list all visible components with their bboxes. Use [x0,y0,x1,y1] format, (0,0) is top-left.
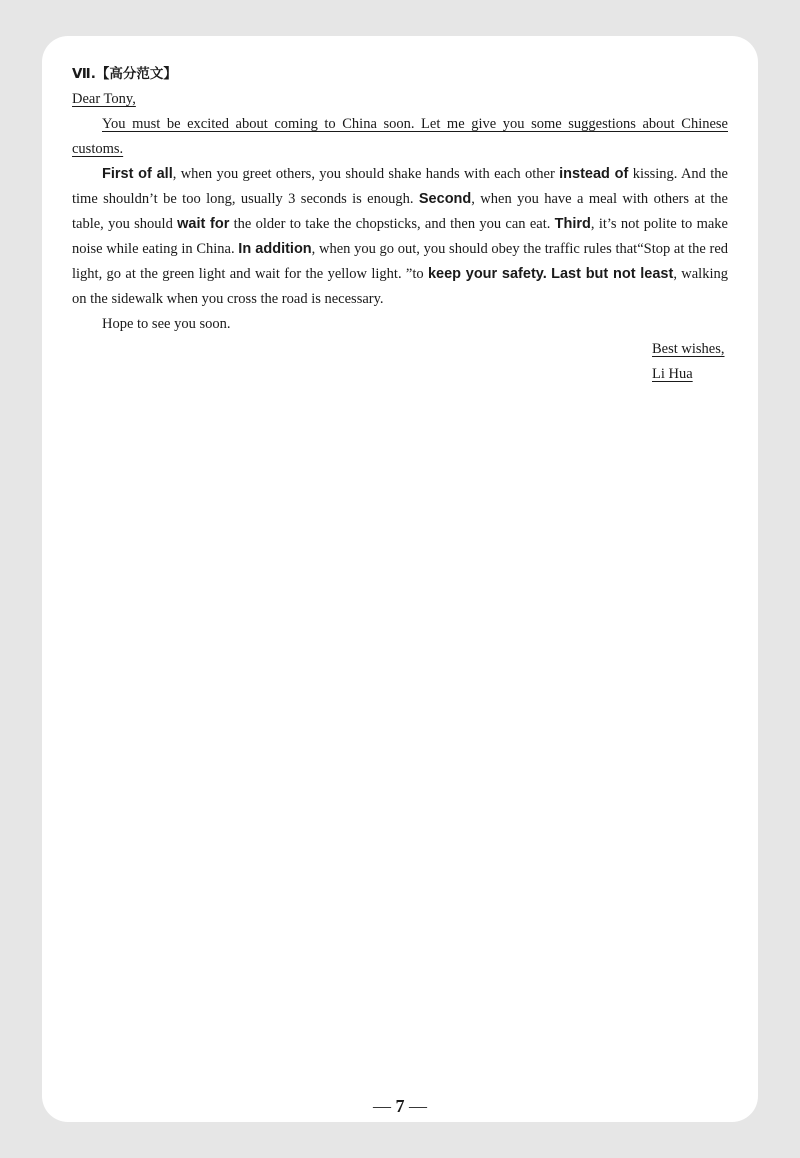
body-text: kissing. And the time shouldn’t be too long, usually 3 seconds is enough. [72,166,728,207]
highlight-first-of-all: First of all [102,166,173,182]
highlight-third: Third [554,216,591,232]
highlight-instead-of: instead of [559,166,629,182]
body-text: , walking on the sidewalk when you cross the road is necessary. [72,266,728,307]
closing-line: Hope to see you soon. [102,316,231,332]
body-text: , when you greet others, you should shake hands with each other [172,166,560,182]
highlight-last-but-not-least: Last but not least [551,266,674,282]
page [42,36,758,1122]
body-paragraph [72,162,728,312]
intro-paragraph: You must be excited about coming to China soon. Let me give you some suggestions about Chinese customs. [72,116,728,157]
highlight-keep-your-safety: keep your safety. [427,266,547,282]
body-text: , it’s not polite to make noise while eating in China. [72,216,728,257]
footer-dash-left: — [373,1096,391,1116]
letter-content [72,62,728,387]
page-footer [42,1096,758,1117]
body-text: the older to take the chopsticks, and then you can eat. [229,216,555,232]
highlight-second: Second [418,191,472,207]
page-number: 7 [395,1096,405,1116]
signature: Li Hua [652,366,693,382]
greeting: Dear Tony, [72,91,136,107]
section-heading: Ⅶ.【高分范文】 [72,66,177,82]
sign-off: Best wishes, [652,341,725,357]
highlight-in-addition: In addition [238,241,312,257]
body-text: , when you go out, you should obey the traffic rules that“Stop at the red light, go at the green light and wait for the yellow light. ”to [72,241,729,282]
highlight-wait-for: wait for [177,216,230,232]
footer-dash-right: — [409,1096,427,1116]
body-text: , when you have a meal with others at the table, you should [72,191,728,232]
